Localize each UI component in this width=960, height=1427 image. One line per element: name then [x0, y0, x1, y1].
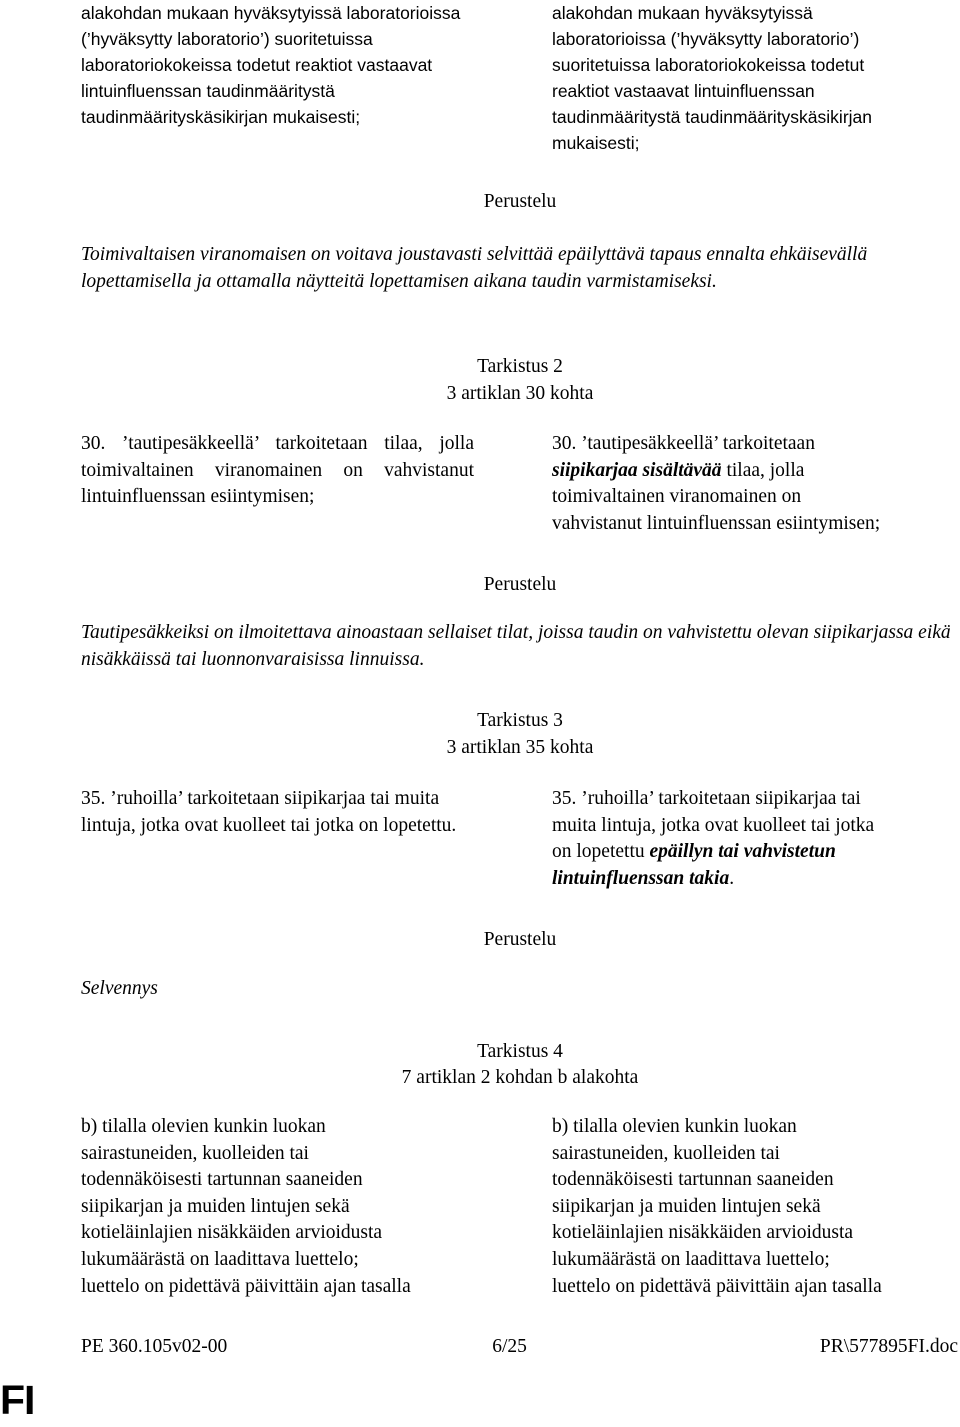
amendment-right-text	[552, 786, 952, 892]
footer-file-name: PR\577895FI.doc	[819, 1336, 958, 1357]
justification-heading: Perustelu	[483, 191, 557, 212]
amendment-title: Tarkistus 3	[477, 710, 563, 731]
justification-heading: Perustelu	[483, 574, 557, 595]
amendment-right-line: siipikarjan ja muiden lintujen sekä	[552, 1195, 821, 1217]
amendment-right-text	[552, 1114, 952, 1300]
amendment-right-text	[552, 431, 952, 537]
top-right-line: reaktiot vastaavat lintuinfluenssan	[552, 81, 815, 101]
top-right-line: taudinmääritystä taudinmäärityskäsikirjan	[552, 107, 872, 127]
top-right-line: mukaisesti;	[552, 133, 640, 153]
amendment-right-line: sairastuneiden, kuolleiden tai	[552, 1142, 780, 1164]
amendment-change: siipikarjaa sisältävää	[552, 459, 722, 481]
amendment-right-line	[552, 839, 952, 866]
amendment-right-line: 30. ’tautipesäkkeellä’ tarkoitetaan	[552, 433, 815, 454]
amendment-right-line: lukumäärästä on laadittava luettelo;	[552, 1248, 830, 1270]
amendment-left-text: 35. ’ruhoilla’ tarkoitetaan siipikarjaa tai muita lintuja, jotka ovat kuolleet tai jotka on lopetettu.	[81, 788, 457, 836]
amendment-left-line: todennäköisesti tartunnan saaneiden	[81, 1169, 363, 1191]
amendment-left-text	[81, 1114, 481, 1300]
amendment-right-fragment: .	[729, 867, 735, 889]
top-right-line: suoritetuissa laboratoriokokeissa todetut	[552, 55, 865, 75]
amendment-right-line: todennäköisesti tartunnan saaneiden	[552, 1169, 834, 1191]
amendment-right-line: luettelo on pidettävä päivittäin ajan tasalla	[552, 1275, 882, 1297]
amendment-right-line: vahvistanut lintuinfluenssan esiintymisen;	[552, 512, 881, 534]
amendment-reference: 7 artiklan 2 kohdan b alakohta	[401, 1067, 639, 1088]
justification-text: Selvennys	[81, 978, 158, 999]
top-left-text: alakohdan mukaan hyväksytyissä laboratorioissa (’hyväksytty laboratorio’) suoritetuissa laboratoriokokeissa todetut reaktiot vastaavat lintuinfluenssan taudinmääritystä taudinmäärityskäsikirjan mukaisesti;	[81, 3, 461, 127]
footer-page-number: 6/25	[492, 1336, 527, 1357]
amendment-title: Tarkistus 2	[477, 356, 563, 377]
amendment-left-line: sairastuneiden, kuolleiden tai	[81, 1142, 309, 1164]
top-right-line: laboratorioissa (’hyväksytty laboratorio’)	[552, 29, 860, 49]
footer-doc-ref: PE 360.105v02-00	[81, 1336, 228, 1357]
justification-text: Tautipesäkkeiksi on ilmoitettava ainoastaan sellaiset tilat, joissa taudin on vahvistettu olevan siipikarjassa eikä nisäkkäissä tai luonnonvaraisissa linnuissa.	[81, 622, 951, 670]
amendment-right-fragment: on lopetettu	[552, 841, 645, 863]
amendment-right-line: b) tilalla olevien kunkin luokan	[552, 1116, 797, 1137]
top-right-line: alakohdan mukaan hyväksytyissä	[552, 3, 813, 23]
amendment-change: lintuinfluenssan takia	[552, 867, 730, 889]
justification-heading: Perustelu	[483, 929, 557, 950]
amendment-right-fragment: tilaa, jolla	[726, 459, 805, 481]
amendment-right-line: muita lintuja, jotka ovat kuolleet tai jotka	[552, 814, 875, 836]
amendment-right-line: toimivaltainen viranomainen on	[552, 486, 802, 508]
amendment-change: epäillyn tai vahvistetun	[649, 841, 836, 863]
amendment-reference: 3 artiklan 30 kohta	[446, 383, 594, 404]
amendment-left-text: 30. ’tautipesäkkeellä’ tarkoitetaan tilaa, jolla toimivaltainen viranomainen on vahvistanut lintuinfluenssan esiintymisen;	[81, 433, 474, 508]
amendment-right-line	[552, 458, 952, 485]
amendment-title: Tarkistus 4	[477, 1041, 563, 1062]
amendment-left-line: kotieläinlajien nisäkkäiden arvioidusta	[81, 1222, 383, 1244]
amendment-right-line: kotieläinlajien nisäkkäiden arvioidusta	[552, 1222, 854, 1244]
amendment-left-line: lukumäärästä on laadittava luettelo;	[81, 1248, 359, 1270]
language-code: FI	[0, 1377, 35, 1423]
amendment-right-line: 35. ’ruhoilla’ tarkoitetaan siipikarjaa tai	[552, 788, 861, 809]
justification-text: Toimivaltaisen viranomaisen on voitava joustavasti selvittää epäilyttävä tapaus ennalta ehkäisevällä lopettamisella ja ottamalla näytteitä lopettamisen aikana taudin varmistamiseksi.	[81, 244, 868, 292]
amendment-right-line	[552, 866, 952, 893]
top-right-text	[552, 0, 952, 156]
amendment-left-line: siipikarjan ja muiden lintujen sekä	[81, 1195, 350, 1217]
amendment-left-line: luettelo on pidettävä päivittäin ajan tasalla	[81, 1275, 411, 1297]
amendment-left-line: b) tilalla olevien kunkin luokan	[81, 1116, 326, 1137]
amendment-reference: 3 artiklan 35 kohta	[446, 737, 594, 758]
page-footer	[81, 1334, 958, 1361]
